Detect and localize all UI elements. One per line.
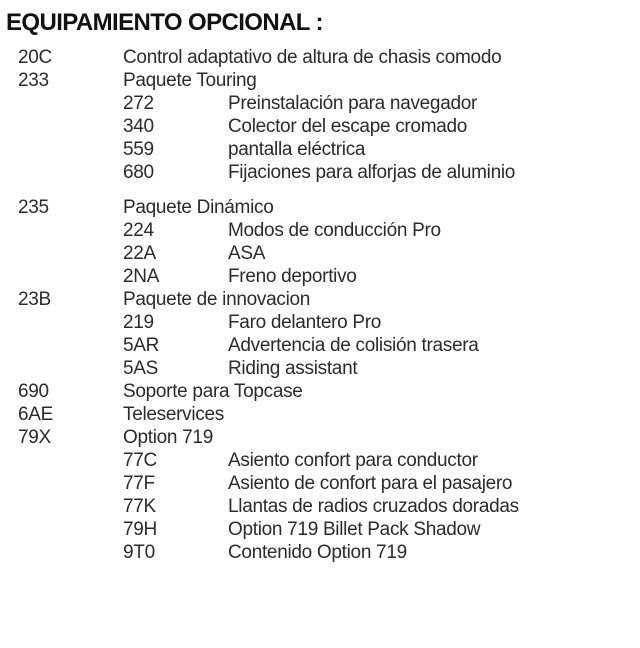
option-code: 272	[123, 93, 154, 114]
option-description: Option 719 Billet Pack Shadow	[228, 519, 481, 540]
option-code: 79H	[123, 519, 157, 540]
list-item-top-level	[0, 380, 640, 403]
list-item-sub	[0, 161, 640, 184]
option-code: 2NA	[123, 266, 160, 287]
option-description: Asiento de confort para el pasajero	[228, 473, 513, 494]
option-code: 79X	[18, 427, 51, 448]
list-item-package	[0, 196, 640, 219]
option-description: Soporte para Topcase	[123, 381, 303, 402]
option-code: 77F	[123, 473, 155, 494]
list-item-sub	[0, 138, 640, 161]
list-item-package	[0, 426, 640, 449]
option-code: 9T0	[123, 542, 155, 563]
option-description: pantalla eléctrica	[228, 139, 366, 160]
list-item-sub	[0, 334, 640, 357]
option-description: ASA	[228, 243, 266, 264]
list-item-sub	[0, 115, 640, 138]
option-code: 340	[123, 116, 154, 137]
option-description: Riding assistant	[228, 358, 358, 379]
option-code: 690	[18, 381, 49, 402]
option-description: Fijaciones para alforjas de aluminio	[228, 162, 516, 183]
option-description: Paquete de innovacion	[123, 289, 311, 310]
list-item-sub	[0, 265, 640, 288]
list-item-sub	[0, 311, 640, 334]
option-description: Preinstalación para navegador	[228, 93, 478, 114]
page-title: EQUIPAMIENTO OPCIONAL :	[6, 9, 323, 36]
option-description: Option 719	[123, 427, 213, 448]
option-description: Colector del escape cromado	[228, 116, 468, 137]
list-item-sub	[0, 472, 640, 495]
list-item-sub	[0, 518, 640, 541]
option-code: 5AR	[123, 335, 160, 356]
list-item-top-level	[0, 46, 640, 69]
list-item-sub	[0, 495, 640, 518]
option-code: 77C	[123, 450, 157, 471]
list-item-sub	[0, 219, 640, 242]
option-code: 219	[123, 312, 154, 333]
option-code: 235	[18, 197, 49, 218]
option-description: Paquete Dinámico	[123, 197, 274, 218]
option-description: Advertencia de colisión trasera	[228, 335, 479, 356]
option-description: Freno deportivo	[228, 266, 357, 287]
option-code: 224	[123, 220, 154, 241]
list-item-top-level	[0, 403, 640, 426]
option-code: 5AS	[123, 358, 159, 379]
option-code: 22A	[123, 243, 156, 264]
optional-equipment-list	[0, 46, 640, 564]
list-item-package	[0, 69, 640, 92]
option-description: Modos de conducción Pro	[228, 220, 441, 241]
list-item-sub	[0, 242, 640, 265]
option-code: 680	[123, 162, 154, 183]
option-code: 77K	[123, 496, 156, 517]
option-description: Faro delantero Pro	[228, 312, 382, 333]
option-description: Control adaptativo de altura de chasis comodo	[123, 47, 502, 68]
option-description: Asiento confort para conductor	[228, 450, 478, 471]
option-description: Contenido Option 719	[228, 542, 407, 563]
option-code: 20C	[18, 47, 52, 68]
list-item-package	[0, 288, 640, 311]
option-description: Llantas de radios cruzados doradas	[228, 496, 519, 517]
list-item-sub	[0, 449, 640, 472]
list-item-sub	[0, 92, 640, 115]
list-item-sub	[0, 541, 640, 564]
option-description: Paquete Touring	[123, 70, 257, 91]
list-item-sub	[0, 357, 640, 380]
option-code: 6AE	[18, 404, 54, 425]
option-code: 559	[123, 139, 154, 160]
option-code: 23B	[18, 289, 51, 310]
option-code: 233	[18, 70, 49, 91]
option-description: Teleservices	[123, 404, 224, 425]
